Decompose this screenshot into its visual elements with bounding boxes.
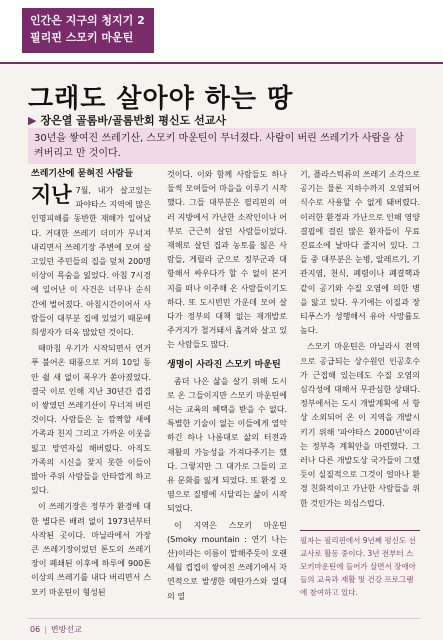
column-2 xyxy=(167,168,287,606)
paragraph: 좀더 나은 삶을 살기 위해 도시로 온 그들이지만 스모키 마운틴에서는 교육의 혜택을 받을 수 없다. 특별한 기술이 없는 이들에게 열악하긴 하나 나름대로 삶의 터전과 재활의 가능성을 가져다주기는 했다. 그렇지만 그 대가로 그들의 고유 문화를 잃게 되었다. 또 환경 오염으로 질병에 시달리는 삶이 시작되었다. xyxy=(167,376,287,514)
paragraph xyxy=(31,184,151,340)
subheading-1: 쓰레기산에 묻혀진 사람들 xyxy=(31,169,133,179)
header-band xyxy=(0,0,443,64)
author-note: 필자는 필리핀에서 9년째 평신도 선교사로 활동 중이다. 3년 전부터 스모키마운틴에 들어가 살면서 장애아들의 교육과 재활 및 건강 프로그램에 참여하고 있다. xyxy=(300,530,420,599)
triangle-bullet-icon: ▶ xyxy=(28,114,37,127)
footer xyxy=(30,624,82,635)
paragraph: 이 쓰레기장은 정부가 환경에 대한 별다른 배려 없이 1973년부터 사작된 곳이다. 마닐라에서 가장 큰 쓰레기장이었던 톤도의 쓰레기장이 폐쇄된 이후에 하루에 900톤 이상의 쓰레기를 내다 버리면서 스모키 마운틴이 형성된 xyxy=(31,502,151,597)
series-subtitle: 필리핀 스모키 마운틴 xyxy=(30,31,134,44)
byline-text: 장은열 골롬바/골롬반회 평신도 선교사 xyxy=(40,114,226,127)
drop-cap: 지난 xyxy=(31,183,72,207)
paragraph: 때마침 우기가 시작되면서 연거푸 불어온 태풍으로 거의 10일 동안 쉴 새 없이 폭우가 쏟아졌었다. 결국 이로 인해 지난 30년간 겹겹이 쌓였던 쓰레기산이 무너져 버린 것이다. 사람들은 눈 깜짝할 새에 가족과 친지 그리고 가까운 이웃을 잃고 망연자실 해버렸다. 아직도 가족의 시신을 찾지 못한 이들이 많아 주위 사람들을 안타깝게 하고 있다. xyxy=(31,344,151,496)
series-tag xyxy=(22,8,154,53)
footer-separator: | xyxy=(44,625,47,634)
series-title: 인간은 지구의 청지기 2 xyxy=(30,14,145,27)
paragraph: 것이다. 이와 함께 사람들도 하나 둘씩 모여들어 마을을 이루기 시작했다. 그들 대부분은 필리핀의 여러 지방에서 가난한 소작인이나 어부로 근근히 살던 사람들이었다. 재해로 살던 집과 농토를 잃은 사람들, 게릴라 군으로 정부군과 대항해서 싸우다가 할 수 없이 본거지를 떠나 이주해 온 사람들이기도 하다. 또 도시빈민 가운데 모여 살다가 정부의 대책 없는 재개발로 주거지가 철거돼서 옮겨와 살고 있는 사람들도 많다. xyxy=(167,170,287,350)
column-1 xyxy=(31,168,151,602)
paragraph-text: 7월, 내가 살고있는 파야타스 지역에 많은 인명피해를 동반한 재해가 일어났다. 거대한 쓰레기 더미가 무너져 내리면서 쓰레기장 주변에 모여 살고있던 주민들의 집을 덮쳐 200명 이상이 목숨을 잃었다. 아침 7시경에 일어난 이 사건은 너무나 순식간에 벌어졌다. 아침시간이어서 사람들이 대부분 집에 있었기 때문에 희생자가 더욱 많았던 것이다. xyxy=(31,186,151,338)
magazine-name: 변방선교 xyxy=(50,625,82,634)
article-title: 그래도 살아야 하는 땅 xyxy=(28,84,294,114)
paragraph: 이 지역은 스모키 마운틴(Smoky mountain : 연기 나는 산)이라는 이름이 말해주듯이 오랜 세월 켭켭이 쌓여진 쓰레기에서 자연적으로 발생한 메탄가스와 열대의 열 xyxy=(167,520,287,601)
lede: 30년을 쌓여진 쓰레기산, 스모키 마운틴이 무너졌다. 사람이 버린 쓰레기가 사람을 삼켜버리고 만 것이다. xyxy=(28,128,416,164)
byline xyxy=(28,112,226,128)
paragraph: 기, 플라스틱류의 쓰레기 소각으로 공기는 물론 지하수까지 오염되어 식수로 사용할 수 없게 돼버렸다. 이러한 환경과 가난으로 인해 영양 결핍에 걸린 많은 환자들이 무료 진료소에 날마다 줄지어 있다. 그들 중 대부분은 눈병, 알레르기, 기관지염, 천식, 폐렴이나 폐결핵과 같이 공기와 수질 오염에 의한 병을 앓고 있다. 우기에는 이질과 장티푸스가 성행해서 유아 사망률도 높다. xyxy=(300,170,420,336)
column-3 xyxy=(300,168,420,513)
paragraph: 스모키 마운틴은 마닐라시 전역으로 공급되는 상수원인 인공호수가 근접해 있는데도 수질 오염의 심각성에 대해서 무관심한 상태다. 정부에서는 도시 개발계획에 서 항상 소외되어 온 이 지역을 개발시키기 위해 '파야타스 2000년'이라는 정부측 계획안을 마련했다. 그러나 다른 개발도상 국가들이 그랬듯이 실질적으로 그것이 얼마나 환경 친화적이고 가난한 사람들을 위한 것인가는 의심스럽다. xyxy=(300,342,420,508)
subheading-2: 생명이 사라진 스모키 마운틴 xyxy=(167,359,281,370)
page-number: 06 xyxy=(30,625,41,634)
bottom-rule xyxy=(28,618,420,619)
